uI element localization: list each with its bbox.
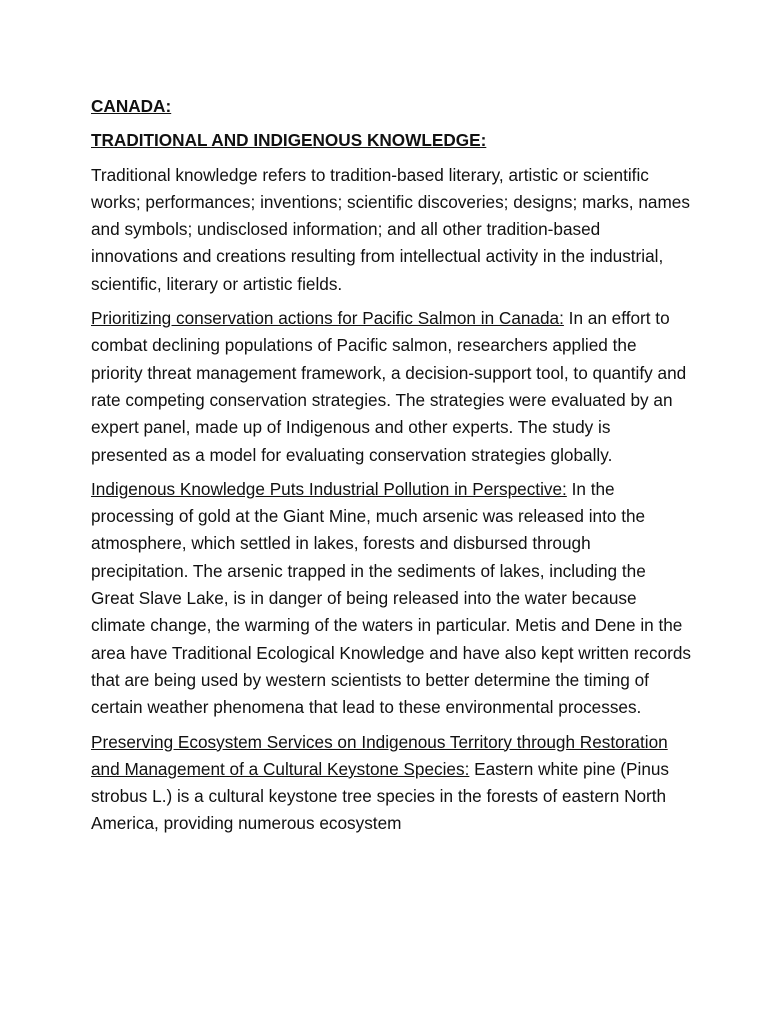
intro-paragraph: Traditional knowledge refers to tradition-based literary, artistic or scientific works; performances; inventions; scientific discoveries; designs; marks, names and symbols; undisclosed information; and all other tradition-based innovations and creations resulting from intellectual activity in the industrial, scientific, literary or artistic fields. <box>91 164 690 294</box>
paragraph-title: Preserving Ecosystem Services on Indigenous Territory through Restoration and Management of a Cultural Keystone Species: <box>91 731 668 779</box>
paragraph-body: Eastern white pine (Pinus strobus L.) is a cultural keystone tree species in the forests of eastern North America, providing numerous ecosystem <box>91 758 670 834</box>
paragraph-industrial-pollution <box>91 476 691 722</box>
paragraph-pacific-salmon <box>91 305 691 469</box>
country-heading: CANADA: <box>91 96 172 116</box>
paragraph-body: In the processing of gold at the Giant Mine, much arsenic was released into the atmosphere, which settled in lakes, forests and disbursed through precipitation. The arsenic trapped in the sediments of lakes, including the Great Slave Lake, is in danger of being released into the water because climate change, the warming of the waters in particular. Metis and Dene in the area have Traditional Ecological Knowledge and have also kept written records that are being used by western scientists to better determine the timing of certain weather phenomena that lead to these environmental processes. <box>91 478 692 718</box>
section-heading: TRADITIONAL AND INDIGENOUS KNOWLEDGE: <box>91 130 487 151</box>
paragraph-ecosystem-services <box>91 729 691 838</box>
paragraph-body: In an effort to combat declining populations of Pacific salmon, researchers applied the priority threat management framework, a decision-support tool, to quantify and rate competing conservation strategies. The strategies were evaluated by an expert panel, made up of Indigenous and other experts. The study is presented as a model for evaluating conservation strategies globally. <box>91 308 687 465</box>
paragraph-title: Indigenous Knowledge Puts Industrial Pollution in Perspective: <box>91 478 567 499</box>
document-page <box>91 93 691 845</box>
paragraph-title: Prioritizing conservation actions for Pacific Salmon in Canada: <box>91 308 564 329</box>
